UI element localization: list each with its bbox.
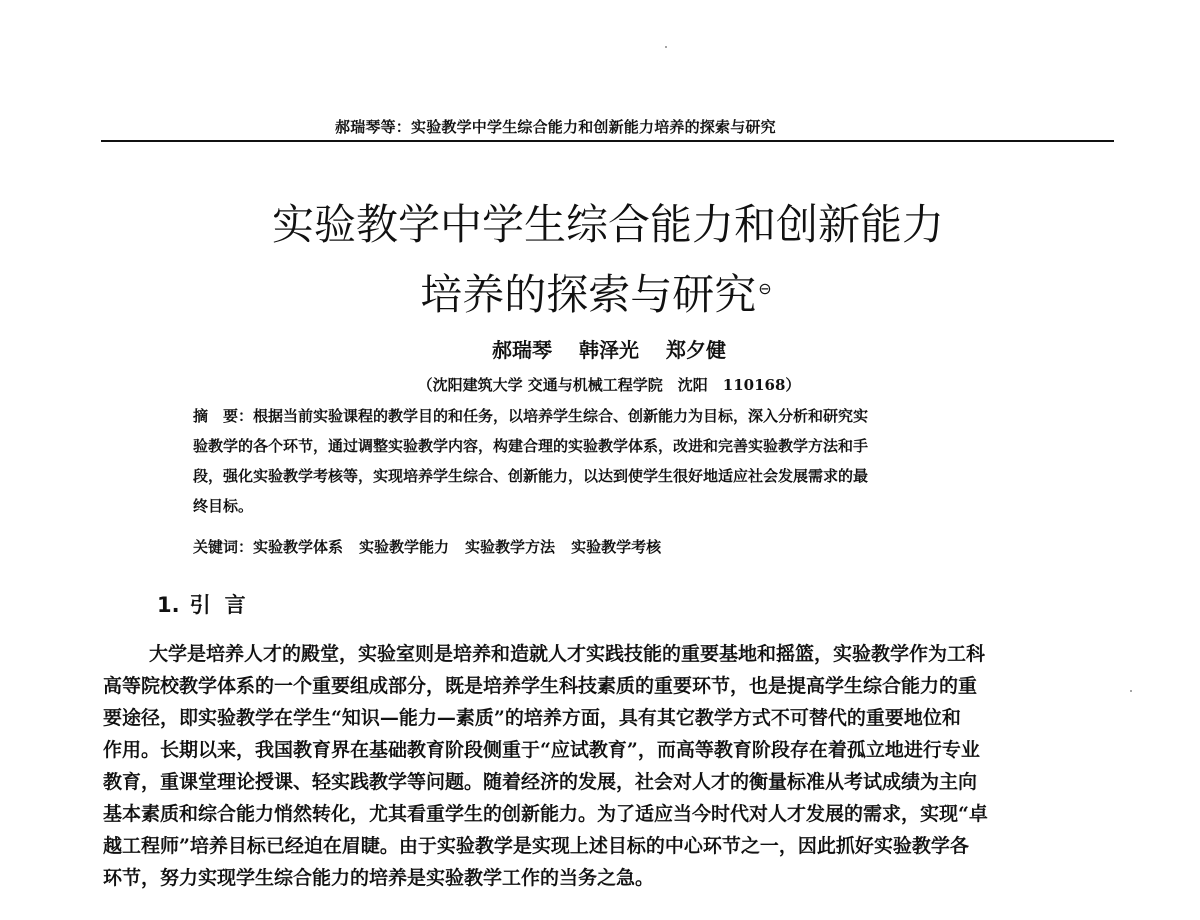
body-line: 作用。长期以来，我国教育界在基础教育阶段侧重于“应试教育”，而高等教育阶段存在着孤立地进行专业 — [103, 739, 980, 761]
keywords — [193, 536, 677, 557]
abstract-line: 终目标。 — [193, 497, 254, 515]
keyword: 实验教学能力 — [359, 538, 450, 556]
author-list — [0, 334, 1200, 363]
paper-title-line-1: 实验教学中学生综合能力和创新能力 — [271, 200, 944, 249]
author-name: 郑夕健 — [665, 338, 726, 362]
body-line: 高等院校教学体系的一个重要组成部分，既是培养学生科技素质的重要环节，也是提高学生综合能力的重 — [103, 675, 978, 697]
abstract-text: 根据当前实验课程的教学目的和任务，以培养学生综合、创新能力为目标，深入分析和研究实 — [253, 407, 869, 425]
abstract-label: 摘 要： — [193, 407, 254, 425]
body-line: 环节，努力实现学生综合能力的培养是实验教学工作的当务之急。 — [103, 867, 655, 889]
paper-title-line-2 — [0, 262, 1196, 322]
footnote-marker: ⊖ — [758, 279, 772, 298]
section-number: 1. — [157, 593, 180, 617]
body-line: 教育，重课堂理论授课、轻实践教学等问题。随着经济的发展，社会对人才的衡量标准从考试成绩为主向 — [103, 771, 978, 793]
body-line: 大学是培养人才的殿堂，实验室则是培养和造就人才实践技能的重要基地和摇篮，实验教学作为工科 — [149, 643, 986, 665]
abstract-line: 段，强化实验教学考核等，实现培养学生综合、创新能力，以达到使学生很好地适应社会发展需求的最 — [193, 467, 869, 485]
abstract — [193, 401, 1043, 521]
paper-title-line-2-text: 培养的探索与研究 — [420, 270, 757, 319]
abstract-line — [193, 401, 1043, 431]
author-name: 郝瑞琴 — [492, 338, 553, 362]
affiliation: （沈阳建筑大学 交通与机械工程学院 沈阳 110168） — [417, 376, 801, 394]
section-heading-introduction — [157, 589, 260, 619]
keyword: 实验教学体系 — [253, 538, 344, 556]
author-name: 韩泽光 — [579, 338, 639, 362]
scan-speck — [1130, 690, 1132, 692]
abstract-line: 验教学的各个环节，通过调整实验教学内容，构建合理的实验教学体系，改进和完善实验教学方法和手 — [193, 437, 869, 455]
keyword: 实验教学考核 — [571, 538, 662, 556]
running-header: 郝瑞琴等：实验教学中学生综合能力和创新能力培养的探索与研究 — [335, 118, 776, 136]
scan-speck — [665, 46, 667, 48]
keyword: 实验教学方法 — [465, 538, 556, 556]
keywords-label: 关键词： — [193, 538, 254, 556]
body-line: 要途径，即实验教学在学生“知识—能力—素质”的培养方面，具有其它教学方式不可替代的重要地位和 — [103, 707, 961, 729]
body-line: 越工程师”培养目标已经迫在眉睫。由于实验教学是实现上述目标的中心环节之一，因此抓好实验教学各 — [103, 835, 969, 857]
header-rule — [101, 140, 1114, 142]
section-title: 引言 — [189, 593, 260, 617]
body-paragraph — [103, 638, 1123, 894]
body-line: 基本素质和综合能力悄然转化，尤其看重学生的创新能力。为了适应当今时代对人才发展的需求，实现“卓 — [103, 803, 988, 825]
